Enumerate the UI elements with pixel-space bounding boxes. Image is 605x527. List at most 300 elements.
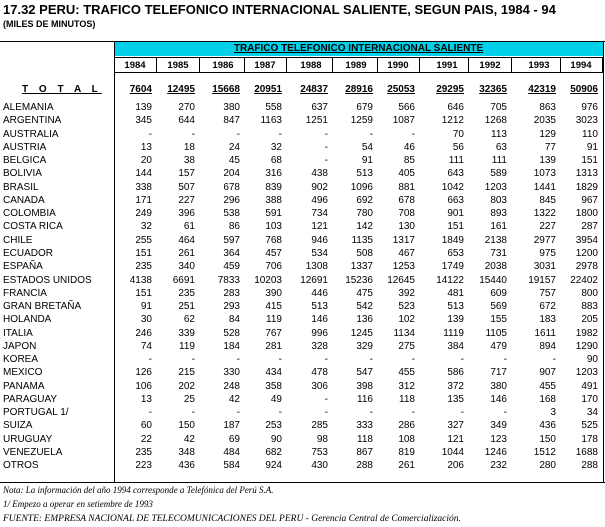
table-cell: 434: [265, 367, 282, 378]
table-cell: 136: [356, 314, 373, 325]
table-cell: 63: [495, 142, 507, 153]
table-cell: 946: [311, 235, 328, 246]
table-cell: 345: [135, 115, 152, 126]
table-cell: 139: [447, 314, 464, 325]
page-title: 17.32 PERU: TRAFICO TELEFONICO INTERNACIONAL SALIENTE, SEGUN PAIS, 1984 - 94: [3, 2, 556, 17]
total-cell: 50906: [570, 84, 598, 95]
year-header: 1990: [387, 60, 409, 71]
table-cell: -: [503, 354, 507, 365]
table-cell: 1245: [350, 328, 373, 339]
row-label: COLOMBIA: [3, 208, 56, 219]
table-cell: 523: [398, 301, 415, 312]
table-cell: 457: [265, 248, 282, 259]
table-cell: 1246: [484, 447, 507, 458]
year-separator: [602, 57, 603, 72]
table-cell: 306: [311, 381, 328, 392]
table-cell: 45: [228, 155, 240, 166]
table-cell: 839: [265, 182, 282, 193]
table-cell: 459: [223, 261, 240, 272]
table-cell: 56: [452, 142, 464, 153]
table-cell: 119: [179, 341, 195, 352]
table-cell: 151: [135, 248, 152, 259]
year-separator: [199, 57, 200, 72]
table-cell: 235: [135, 261, 152, 272]
table-cell: 12645: [387, 275, 415, 286]
table-cell: 1611: [534, 328, 556, 339]
table-cell: 847: [223, 115, 240, 126]
year-header: 1991: [436, 60, 458, 71]
table-cell: 405: [398, 168, 415, 179]
table-cell: 637: [311, 102, 328, 113]
table-cell: 1441: [533, 182, 556, 193]
table-cell: 643: [447, 168, 464, 179]
table-cell: -: [503, 407, 507, 418]
table-cell: 372: [447, 381, 464, 392]
table-cell: 178: [581, 434, 598, 445]
year-header: 1984: [124, 60, 146, 71]
table-cell: 170: [581, 394, 598, 405]
row-label: URUGUAY: [3, 434, 53, 445]
table-cell: 1200: [575, 248, 598, 259]
table-cell: 287: [581, 221, 598, 232]
row-label: BRASIL: [3, 182, 39, 193]
table-cell: 349: [490, 420, 507, 431]
table-cell: 285: [311, 420, 328, 431]
table-cell: 288: [356, 460, 373, 471]
row-label: SUIZA: [3, 420, 33, 431]
table-cell: 146: [311, 314, 328, 325]
table-cell: 338: [135, 182, 152, 193]
table-cell: 296: [223, 195, 240, 206]
table-cell: 589: [490, 168, 507, 179]
total-cell: 12495: [167, 84, 195, 95]
table-cell: 135: [447, 394, 464, 405]
table-cell: 330: [223, 367, 240, 378]
table-cell: 2978: [575, 261, 598, 272]
table-cell: 976: [581, 102, 598, 113]
row-label: CANADA: [3, 195, 45, 206]
table-cell: 893: [490, 208, 507, 219]
year-header: 1992: [479, 60, 501, 71]
table-cell: 679: [356, 102, 373, 113]
table-cell: 478: [311, 367, 328, 378]
table-cell: 275: [398, 341, 415, 352]
table-cell: 717: [490, 367, 507, 378]
total-label: T O T A L: [22, 84, 102, 95]
table-cell: 508: [356, 248, 373, 259]
table-cell: 25: [183, 394, 195, 405]
table-cell: 30: [140, 314, 152, 325]
table-cell: 2977: [533, 235, 556, 246]
row-label: ECUADOR: [3, 248, 54, 259]
table-cell: 281: [265, 341, 282, 352]
table-cell: 108: [398, 434, 415, 445]
table-cell: 85: [403, 155, 415, 166]
table-cell: 1044: [441, 447, 464, 458]
table-cell: 1982: [575, 328, 598, 339]
table-cell: 14122: [436, 275, 464, 286]
table-cell: 800: [581, 288, 598, 299]
table-cell: 1317: [392, 235, 415, 246]
table-cell: 91: [361, 155, 373, 166]
table-cell: 867: [356, 447, 373, 458]
table-cell: 1749: [441, 261, 464, 272]
table-cell: 161: [490, 221, 507, 232]
row-label: KOREA: [3, 354, 39, 365]
table-cell: 496: [311, 195, 328, 206]
table-cell: 975: [539, 248, 556, 259]
table-cell: 248: [223, 381, 240, 392]
table-cell: 1096: [350, 182, 373, 193]
table-cell: 455: [539, 381, 556, 392]
table-cell: 1251: [305, 115, 328, 126]
table-cell: 380: [490, 381, 507, 392]
table-cell: -: [278, 354, 282, 365]
table-cell: 70: [452, 129, 464, 140]
table-bottom-rule: [0, 482, 605, 483]
table-cell: 479: [490, 341, 507, 352]
table-cell: 415: [265, 301, 282, 312]
table-cell: 22: [140, 434, 152, 445]
table-cell: 566: [398, 102, 415, 113]
table-cell: 150: [178, 420, 195, 431]
table-cell: -: [369, 354, 373, 365]
row-label: PARAGUAY: [3, 394, 58, 405]
table-cell: 1308: [305, 261, 328, 272]
table-cell: 157: [178, 168, 195, 179]
table-cell: 42: [228, 394, 240, 405]
table-cell: -: [324, 142, 328, 153]
row-label: COSTA RICA: [3, 221, 63, 232]
table-cell: -: [411, 354, 415, 365]
table-cell: 54: [361, 142, 373, 153]
row-label: HOLANDA: [3, 314, 52, 325]
table-cell: 902: [311, 182, 328, 193]
table-right-border: [603, 41, 604, 482]
table-cell: 430: [311, 460, 328, 471]
table-cell: 62: [183, 314, 195, 325]
page-subtitle: (MILES DE MINUTOS): [3, 19, 96, 29]
table-cell: 118: [357, 434, 373, 445]
table-cell: 396: [178, 208, 195, 219]
table-cell: -: [552, 354, 556, 365]
source-note: FUENTE: EMPRESA NACIONAL DE TELECOMUNICACIONES DEL PERU - Gerencia Central de Comercialización.: [3, 514, 461, 524]
row-label: FRANCIA: [3, 288, 47, 299]
table-cell: 1337: [350, 261, 373, 272]
table-cell: 348: [178, 447, 195, 458]
table-cell: 467: [398, 248, 415, 259]
table-cell: 3023: [575, 115, 598, 126]
row-label: GRAN BRETAÑA: [3, 301, 82, 312]
table-cell: 77: [544, 142, 556, 153]
row-label: JAPON: [3, 341, 37, 352]
row-label: BELGICA: [3, 155, 47, 166]
year-separator: [468, 57, 469, 72]
table-cell: -: [191, 354, 195, 365]
table-cell: 1829: [575, 182, 598, 193]
total-cell: 28916: [345, 84, 373, 95]
year-header: 1985: [167, 60, 189, 71]
year-header: 1987: [254, 60, 276, 71]
table-cell: 881: [398, 182, 415, 193]
table-cell: 187: [223, 420, 240, 431]
table-cell: 7833: [217, 275, 240, 286]
row-label: OTROS: [3, 460, 39, 471]
table-cell: 1163: [260, 115, 282, 126]
table-cell: 358: [265, 381, 282, 392]
table-cell: -: [324, 394, 328, 405]
table-cell: 767: [265, 328, 282, 339]
table-cell: 19157: [528, 275, 556, 286]
table-cell: 1800: [575, 208, 598, 219]
table-cell: 49: [270, 394, 282, 405]
table-cell: 6691: [172, 275, 195, 286]
table-cell: 249: [135, 208, 152, 219]
table-cell: 293: [223, 301, 240, 312]
table-cell: -: [369, 407, 373, 418]
table-cell: 653: [447, 248, 464, 259]
table-cell: 464: [178, 235, 195, 246]
table-cell: 90: [270, 434, 282, 445]
year-separator: [332, 57, 333, 72]
table-cell: 384: [447, 341, 464, 352]
row-label: MEXICO: [3, 367, 43, 378]
table-cell: 819: [398, 447, 415, 458]
table-cell: 1105: [485, 328, 507, 339]
year-header: 1988: [300, 60, 322, 71]
years-rule: [114, 72, 603, 73]
table-cell: 261: [398, 460, 415, 471]
table-cell: 111: [491, 155, 507, 166]
table-cell: 168: [539, 394, 556, 405]
table-cell: 110: [582, 129, 598, 140]
table-cell: 183: [539, 314, 556, 325]
table-cell: 328: [311, 341, 328, 352]
table-cell: 455: [398, 367, 415, 378]
row-label: ITALIA: [3, 328, 33, 339]
table-cell: 967: [581, 195, 598, 206]
table-cell: 436: [178, 460, 195, 471]
table-cell: 591: [265, 208, 282, 219]
table-cell: 46: [403, 142, 415, 153]
table-cell: 121: [447, 434, 464, 445]
table-cell: 705: [490, 102, 507, 113]
table-cell: 438: [311, 168, 328, 179]
table-cell: -: [148, 129, 152, 140]
table-cell: 1313: [575, 168, 598, 179]
table-cell: 1073: [533, 168, 556, 179]
table-cell: 3031: [533, 261, 556, 272]
table-cell: 13: [140, 394, 152, 405]
table-cell: 1119: [443, 328, 464, 339]
table-cell: 24: [228, 142, 240, 153]
table-cell: 388: [265, 195, 282, 206]
table-cell: 1203: [575, 367, 598, 378]
table-cell: 119: [266, 314, 282, 325]
table-cell: 74: [140, 341, 152, 352]
table-cell: 286: [398, 420, 415, 431]
total-cell: 29295: [436, 84, 464, 95]
table-cell: 863: [539, 102, 556, 113]
year-header: 1986: [212, 60, 234, 71]
year-header: 1993: [528, 60, 550, 71]
table-cell: 32: [140, 221, 152, 232]
table-cell: 18: [183, 142, 195, 153]
table-cell: 184: [223, 341, 240, 352]
year-separator: [511, 57, 512, 72]
table-cell: 706: [265, 261, 282, 272]
table-cell: 227: [178, 195, 195, 206]
table-cell: 223: [135, 460, 152, 471]
table-cell: 1135: [351, 235, 373, 246]
table-cell: 586: [447, 367, 464, 378]
table-cell: 232: [490, 460, 507, 471]
table-cell: 111: [448, 155, 464, 166]
table-cell: 3954: [575, 235, 598, 246]
table-cell: -: [278, 407, 282, 418]
table-cell: 436: [539, 420, 556, 431]
table-cell: 996: [311, 328, 328, 339]
table-cell: 1134: [393, 328, 415, 339]
table-cell: 340: [178, 261, 195, 272]
table-cell: 103: [265, 221, 282, 232]
table-cell: -: [324, 129, 328, 140]
table-cell: 255: [135, 235, 152, 246]
year-header: 1989: [345, 60, 367, 71]
table-cell: 663: [447, 195, 464, 206]
table-cell: 261: [178, 248, 195, 259]
table-cell: 3: [550, 407, 556, 418]
table-cell: 475: [356, 288, 373, 299]
table-cell: 251: [178, 301, 195, 312]
table-cell: 734: [311, 208, 328, 219]
table-cell: 542: [356, 301, 373, 312]
table-cell: -: [411, 129, 415, 140]
total-cell: 15668: [212, 84, 240, 95]
table-cell: -: [324, 354, 328, 365]
table-cell: 644: [178, 115, 195, 126]
table-cell: 123: [490, 434, 507, 445]
table-cell: 1688: [575, 447, 598, 458]
table-cell: 528: [223, 328, 240, 339]
table-cell: 584: [223, 460, 240, 471]
table-cell: 270: [178, 102, 195, 113]
table-cell: -: [236, 354, 240, 365]
table-cell: 235: [178, 288, 195, 299]
table-cell: 692: [356, 195, 373, 206]
table-cell: 1203: [484, 182, 507, 193]
table-cell: 13: [140, 142, 152, 153]
header-group-label: TRAFICO TELEFONICO INTERNACIONAL SALIENTE: [233, 43, 484, 54]
table-cell: 90: [586, 354, 598, 365]
table-cell: 757: [539, 288, 556, 299]
table-cell: 646: [447, 102, 464, 113]
total-cell: 7604: [129, 84, 152, 95]
row-label: AUSTRALIA: [3, 129, 59, 140]
table-cell: 481: [447, 288, 464, 299]
table-cell: 205: [581, 314, 598, 325]
table-cell: 2035: [533, 115, 556, 126]
table-cell: 130: [398, 221, 415, 232]
table-cell: 1212: [441, 115, 464, 126]
table-cell: 171: [135, 195, 152, 206]
table-cell: 151: [135, 288, 152, 299]
table-cell: 525: [581, 420, 598, 431]
table-cell: 10203: [254, 275, 282, 286]
table-cell: 768: [265, 235, 282, 246]
table-cell: 513: [447, 301, 464, 312]
table-cell: 708: [398, 208, 415, 219]
table-cell: -: [191, 129, 195, 140]
table-cell: 1042: [441, 182, 464, 193]
table-cell: 12691: [300, 275, 328, 286]
table-cell: 246: [135, 328, 152, 339]
table-cell: 484: [223, 447, 240, 458]
table-cell: 206: [447, 460, 464, 471]
table-cell: 513: [356, 168, 373, 179]
table-cell: 534: [311, 248, 328, 259]
table-cell: -: [411, 407, 415, 418]
row-label: PANAMA: [3, 381, 45, 392]
table-cell: 682: [265, 447, 282, 458]
table-cell: 1253: [392, 261, 415, 272]
table-cell: 146: [490, 394, 507, 405]
table-cell: 547: [356, 367, 373, 378]
table-cell: 803: [490, 195, 507, 206]
table-cell: 139: [135, 102, 152, 113]
table-cell: 34: [586, 407, 598, 418]
footnote-2: 1/ Empezo a operar en setiembre de 1993: [3, 499, 153, 509]
total-cell: 42319: [528, 84, 556, 95]
table-cell: 597: [223, 235, 240, 246]
table-cell: 2038: [484, 261, 507, 272]
table-cell: 215: [178, 367, 195, 378]
table-cell: 731: [490, 248, 507, 259]
table-cell: 558: [265, 102, 282, 113]
total-cell: 24837: [300, 84, 328, 95]
table-cell: 68: [270, 155, 282, 166]
table-cell: 329: [356, 341, 373, 352]
table-cell: 129: [539, 129, 556, 140]
table-cell: 98: [316, 434, 328, 445]
total-cell: 20951: [254, 84, 282, 95]
table-cell: 316: [265, 168, 282, 179]
table-cell: 61: [183, 221, 195, 232]
table-cell: 84: [228, 314, 240, 325]
row-label: AUSTRIA: [3, 142, 47, 153]
table-cell: 327: [447, 420, 464, 431]
row-label: ARGENTINA: [3, 115, 62, 126]
table-cell: 678: [398, 195, 415, 206]
table-cell: 1259: [350, 115, 373, 126]
row-label: PORTUGAL 1/: [3, 407, 69, 418]
table-cell: 4138: [129, 275, 152, 286]
table-cell: 91: [140, 301, 152, 312]
table-cell: 513: [311, 301, 328, 312]
table-cell: 42: [183, 434, 195, 445]
table-cell: 845: [539, 195, 556, 206]
row-label: BOLIVIA: [3, 168, 42, 179]
table-cell: 20: [140, 155, 152, 166]
table-cell: 901: [447, 208, 464, 219]
table-cell: 253: [265, 420, 282, 431]
table-cell: 15440: [479, 275, 507, 286]
total-cell: 25053: [387, 84, 415, 95]
table-cell: -: [236, 129, 240, 140]
table-cell: 507: [178, 182, 195, 193]
table-cell: 32: [270, 142, 282, 153]
table-cell: 894: [539, 341, 556, 352]
